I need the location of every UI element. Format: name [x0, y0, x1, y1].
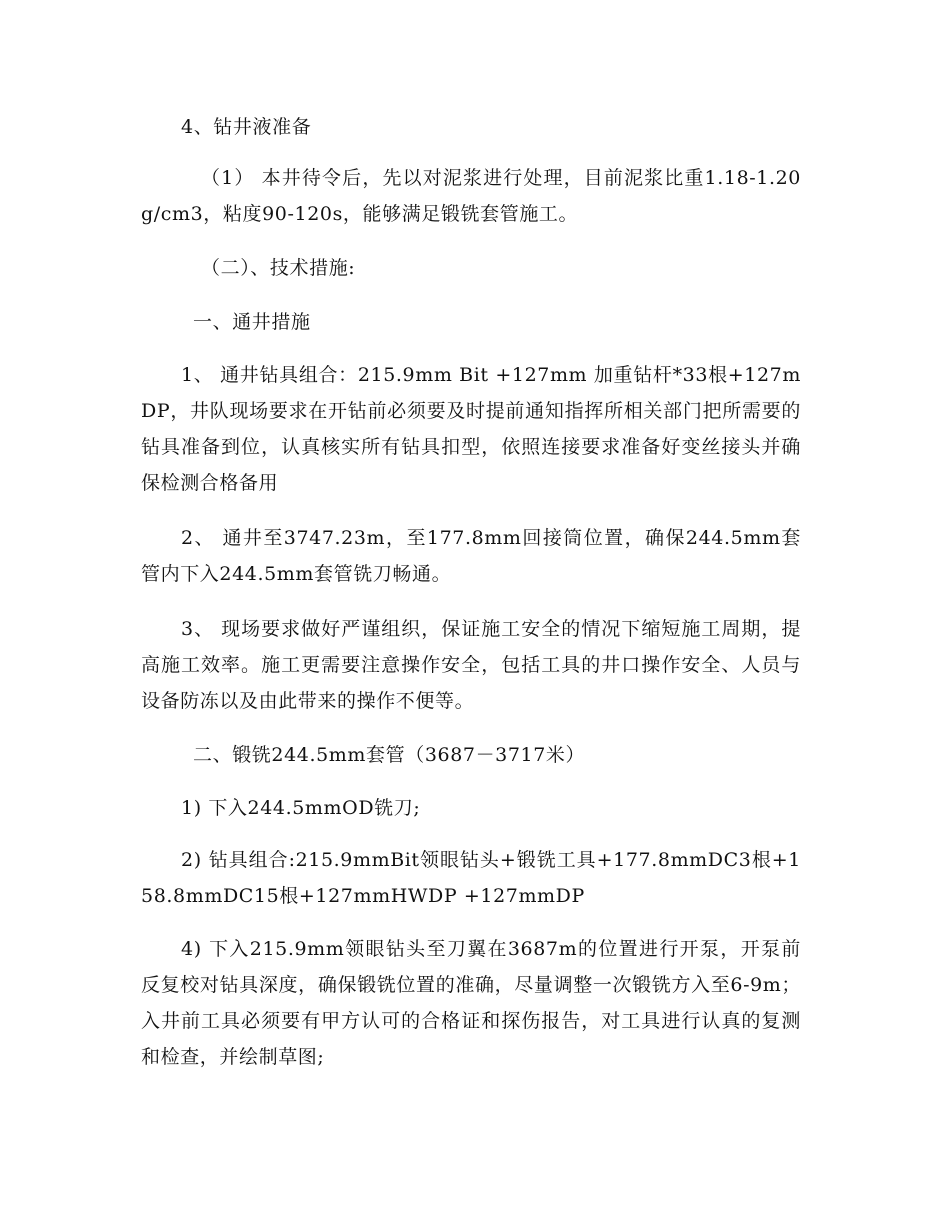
paragraph-conditioning-depth: 2、 通井至3747.23m，至177.8mm回接筒位置，确保244.5mm套管内下入244.5mm套管铣刀畅通。 — [141, 527, 801, 585]
paragraph-conditioning-assembly: 1、 通井钻具组合：215.9mm Bit +127mm 加重钻杆*33根+127mDP，井队现场要求在开钻前必须要及时提前通知指挥所相关部门把所需要的钻具准备到位，认真核实所有钻具扣型，依照连接要求准备好变丝接头并确保检测合格备用 — [141, 364, 801, 494]
paragraph-milling-assembly: 2) 钻具组合:215.9mmBit领眼钻头+锻铣工具+177.8mmDC3根+158.8mmDC15根+127mmHWDP +127mmDP — [141, 849, 801, 907]
paragraph-run-mill: 1) 下入244.5mmOD铣刀; — [181, 797, 421, 819]
paragraph-site-organization: 3、 现场要求做好严谨组织，保证施工安全的情况下缩短施工周期，提高施工效率。施工更需要注意操作安全，包括工具的井口操作安全、人员与设备防冻以及由此带来的操作不便等。 — [141, 618, 801, 712]
section-heading-wellbore-conditioning: 一、通井措施 — [193, 311, 311, 333]
section-heading-casing-milling: 二、锻铣244.5mm套管（3687－3717米） — [193, 744, 586, 766]
paragraph-milling-operation: 4) 下入215.9mm领眼钻头至刀翼在3687m的位置进行开泵，开泵前反复校对钻具深度，确保锻铣位置的准确，尽量调整一次锻铣方入至6-9m；入井前工具必须要有甲方认可的合格证和探伤报告，对工具进行认真的复测和检查，并绘制草图; — [141, 938, 801, 1068]
section-heading-drilling-fluid: 4、钻井液准备 — [181, 116, 312, 138]
paragraph-mud-treatment: （1） 本井待令后，先以对泥浆进行处理，目前泥浆比重1.18-1.20g/cm3，粘度90-120s，能够满足锻铣套管施工。 — [141, 167, 801, 225]
section-heading-technical-measures: （二）、技术措施: — [201, 257, 356, 279]
